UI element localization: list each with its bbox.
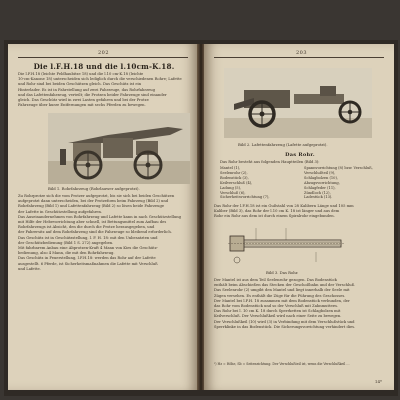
text-line: ausgestellt. 6 Pferde, ist Sicherheitsmaßnahmen die Lafette mit Verschluß: [18, 261, 158, 266]
text-line: enthält beim Abschießen das Stecken der Geschoßbahn und der Verschluß.: [214, 283, 356, 288]
carriage-illustration: [224, 68, 372, 138]
part-item: Schlagbolzen (10),: [304, 175, 338, 180]
body-paragraph: [18, 194, 190, 272]
text-line: Hinterlader. Es ist in Fahrstellung auf zwei Fahrzeuge, das Rohrfahrzeug: [18, 87, 155, 92]
figure-2-caption: Bild 2. Lafettenfahrzeug (Lafette aufgeprotzt).: [238, 142, 328, 147]
part-item: Keilverschluß (4),: [220, 180, 253, 185]
text-line: der Lafette in Geschützstellung aufgefahren.: [18, 209, 103, 214]
text-line: und das Lafettenfahrzeug, verteilt; die Protzen beider Fahrzeuge sind einander: [18, 92, 167, 97]
rohr-intro-line: Das Rohr besteht aus folgenden Hauptteilen (Bild 3):: [220, 160, 320, 164]
section-heading: Das Rohr.: [285, 152, 315, 158]
right-page: [204, 44, 394, 390]
signature-mark: 14*: [374, 379, 382, 384]
part-item: Ladestück (13).: [304, 195, 333, 200]
header-rule: [214, 57, 384, 58]
text-line: gleich. Das Geschütz wird in zwei Lasten gefahren und bei der Protze: [18, 98, 149, 103]
text-line: 10-cm-Kanone 18) unterscheiden sich lediglich durch die verschiedenen Rohre; Lafette: [18, 77, 182, 82]
part-item: Verschlußteil (9),: [304, 170, 336, 175]
left-page-number: 202: [98, 50, 110, 56]
part-item: Abzugsvorrichtung,: [304, 180, 340, 185]
text-line: mit Hilfe der Hebevorrichtung aber schnell, ist Bettungsmittel zum Aufbau des: [18, 220, 167, 225]
part-item: Bodenstück (3),: [220, 175, 249, 180]
text-line: Das Rohr bei l. 10 cm K. 18 durch Sperrketten ist Schlagbolzen mit: [214, 309, 341, 314]
text-line: Sperrklinke in das Bodenstück. Die Sicherungsvorrichtung verhindert dies.: [214, 324, 356, 329]
rohr-intro: [214, 160, 386, 165]
left-page: [8, 44, 198, 390]
text-line: Das Geschütz ist in Geschützstellung, l. F. H. 18: mit den Unbesatzten und: [18, 235, 158, 240]
part-item: Spannvorrichtung (8) bzw. Verschluß,: [304, 166, 373, 170]
lower-text: [214, 278, 386, 330]
text-line: Rohrfahrzeugs ist Absicht, den die durch die Protze herausgegeben, und: [18, 225, 155, 230]
text-line: der Geschützbedienung (Bild 1 S. 272) angegeben.: [18, 240, 114, 245]
part-item: Verschluß (6),: [220, 190, 246, 195]
text-line: Das Geschütz in Feuerstellung, l.F.H.18: werden das Rohr auf der Lafette: [18, 256, 156, 261]
text-line: und Lafette.: [18, 266, 41, 271]
text-line: Das Rohr der l.F.H.18 ist ein Gußstahl von 28 Kalibern Länge und 105 mm: [214, 204, 354, 208]
text-line: Keilverschluß. Der Verschlußkeil wird nach einer Seite zu bewegen.: [214, 314, 342, 319]
parts-list-left: [220, 166, 300, 200]
barrel-cross-section-illustration: [226, 222, 346, 268]
text-line: Rohrfahrzeug (Bild 1) und Lafettenfahrzeug (Bild 2) so lösen beide Fahrzeuge: [18, 204, 165, 209]
text-line: Mit fahrbarem Anbau eine Abprotzen-Kraft 4 Mann von Kies die Geschütz-: [18, 246, 158, 251]
open-book: [4, 40, 398, 396]
footnote: ¹) Hz = Höhe, Sb = Seitenrichtung. Der Verschlußteil ist, wenn die Verschlußkeil …: [214, 362, 350, 366]
chapter-title: Die l.F.H.18 und die l.10cm-K.18.: [33, 62, 175, 71]
text-line: Zu Rohrprotze sich die vom Protzer aufgeprotzt, bis sie sich bei beiden Geschützen: [18, 194, 175, 198]
figure-3-drawing: [226, 222, 346, 268]
text-line: Der Mantel bei l.F.H. 18 zusammen mit dem Bodenstück verbunden, der: [214, 298, 350, 303]
part-item: Mantel (1),: [220, 166, 241, 170]
right-page-number: 203: [296, 50, 308, 56]
figure-2-photo: [224, 68, 372, 138]
text-line: bedienung, also 4 Mann, die mit den Rohrfahrzeug.: [18, 251, 115, 256]
figure-1-photo: [48, 113, 190, 184]
text-line: Rohr ein Rohr aus dem ist durch einem Spiralrohr eingebunden.: [214, 214, 335, 219]
text-line: Der Verschlußkeil (10) wird (3) in Verbindung mit dem Verschlußstück und: [214, 319, 355, 324]
part-item: Seelenrohr (2),: [220, 170, 248, 175]
text-line: Das Seelenrohr (2) umgibt den Mantel und liegt innerhalb der Seele mit: [214, 288, 350, 293]
part-item: Ladung (5),: [220, 185, 242, 190]
text-line: Fahrzeuge über kurze Entfernungen mit sechs Pferden zu bewegen.: [18, 103, 146, 108]
parts-list-right: [304, 166, 386, 200]
text-line: Der Mantel ist aus dem Teil Seelenrohr gezogen. Das Bodenstück: [214, 278, 337, 282]
rohr-description: [214, 204, 386, 220]
text-line: Kaliber (Bild 3), das Rohr der l.10 cm K. 18 ist länger und aus dem: [214, 209, 340, 214]
text-line: aufgeprotzt dann unterscheiden, bei der Protzeform beim Fahrzeug (Bild 2) und: [18, 199, 169, 204]
text-line: Die l.F.H.18 (leichte Feldhaubitze 18) und die l.10 cm-K.18 (leichte: [18, 72, 144, 76]
text-line: und Rohr sind bei beiden Geschützen gleich. Das Geschütz ist ein: [18, 82, 142, 87]
figure-1-caption: Bild 1. Rohrfahrzeug (Rohrlauwer aufgeprotzt).: [48, 186, 140, 191]
figure-3-caption: Bild 3. Das Rohr.: [266, 270, 299, 275]
part-item: Schlagfeder (11),: [304, 185, 336, 190]
header-rule: [18, 57, 188, 58]
gun-limber-illustration: [48, 113, 190, 184]
intro-paragraph: [18, 72, 190, 108]
text-line: Das Auseinandernehmen von Rohrfahrzeug und Lafette kann in nach Geschützstellung: [18, 214, 181, 219]
text-line: das Rohr vom Bodenstück und so der Verschluß mit Zahnmuttern.: [214, 304, 338, 309]
text-line: Zügen versehen. Es enthält die Züge für die Führung des Geschosses.: [214, 293, 346, 298]
text-line: der Fahrersitz auf dem Rohrfahrzeug sind die Fahrzeuge so bleibend erforderlich.: [18, 230, 172, 235]
part-item: Sicherheitsvorrichtung (7),: [220, 195, 270, 200]
part-item: Zündloch (12),: [304, 190, 331, 195]
